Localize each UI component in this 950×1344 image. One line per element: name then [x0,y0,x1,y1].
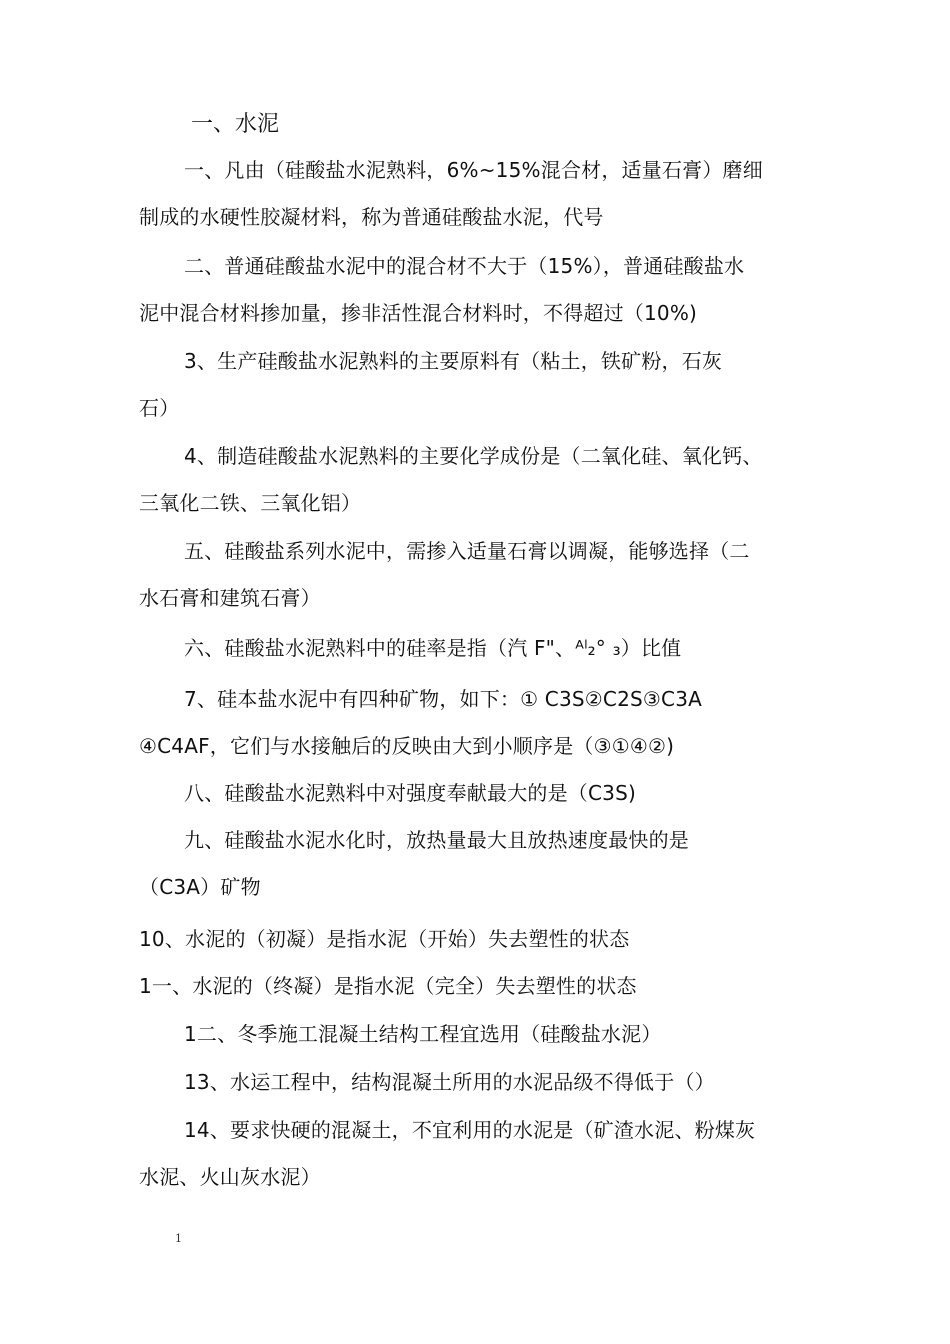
paragraph-line: 八、硅酸盐水泥熟料中对强度奉献最大的是（C3S) [184,781,636,805]
paragraph-line: 六、硅酸盐水泥熟料中的硅率是指（汽 F"、ᴬˡ₂° ₃）比值 [184,636,682,660]
paragraph-line: 九、硅酸盐水泥水化时，放热量最大且放热速度最快的是 [184,828,689,852]
paragraph-line: 五、硅酸盐系列水泥中，需掺入适量石膏以调凝，能够选择（二 [184,539,750,563]
paragraph-line: 水泥、火山灰水泥） [139,1165,321,1189]
paragraph-line: （C3A）矿物 [139,875,261,899]
paragraph-line: ④C4AF，它们与水接触后的反映由大到小顺序是（③①④②) [139,734,675,758]
paragraph-line: 1二、冬季施工混凝土结构工程宜选用（硅酸盐水泥） [184,1022,662,1046]
paragraph-line: 水石膏和建筑石膏） [139,586,321,610]
paragraph-line: 4、制造硅酸盐水泥熟料的主要化学成份是（二氧化硅、氧化钙、 [184,444,763,468]
paragraph-line: 7、硅本盐水泥中有四种矿物，如下：① C3S②C2S③C3A [184,687,703,711]
paragraph-line: 三氧化二铁、三氧化铝） [139,491,362,515]
paragraph-line: 二、普通硅酸盐水泥中的混合材不大于（15%），普通硅酸盐水 [184,254,745,278]
paragraph-line: 13、水运工程中，结构混凝土所用的水泥品级不得低于（） [184,1070,715,1094]
paragraph-line: 泥中混合材料掺加量，掺非活性混合材料时，不得超过（10%) [139,301,698,325]
page-number: 1 [175,1232,182,1245]
paragraph-line: 1一、水泥的（终凝）是指水泥（完全）失去塑性的状态 [139,974,637,998]
paragraph-line: 一、凡由（硅酸盐水泥熟料，6%~15%混合材，适量石膏）磨细 [184,158,763,182]
paragraph-line: 3、生产硅酸盐水泥熟料的主要原料有（粘土，铁矿粉，石灰 [184,349,723,373]
paragraph-line: 制成的水硬性胶凝材料，称为普通硅酸盐水泥，代号 [139,205,604,229]
paragraph-line: 10、水泥的（初凝）是指水泥（开始）失去塑性的状态 [139,927,630,951]
paragraph-line: 石） [139,396,180,420]
section-heading: 一、水泥 [191,112,280,137]
paragraph-line: 14、要求快硬的混凝土，不宜利用的水泥是（矿渣水泥、粉煤灰 [184,1118,756,1142]
